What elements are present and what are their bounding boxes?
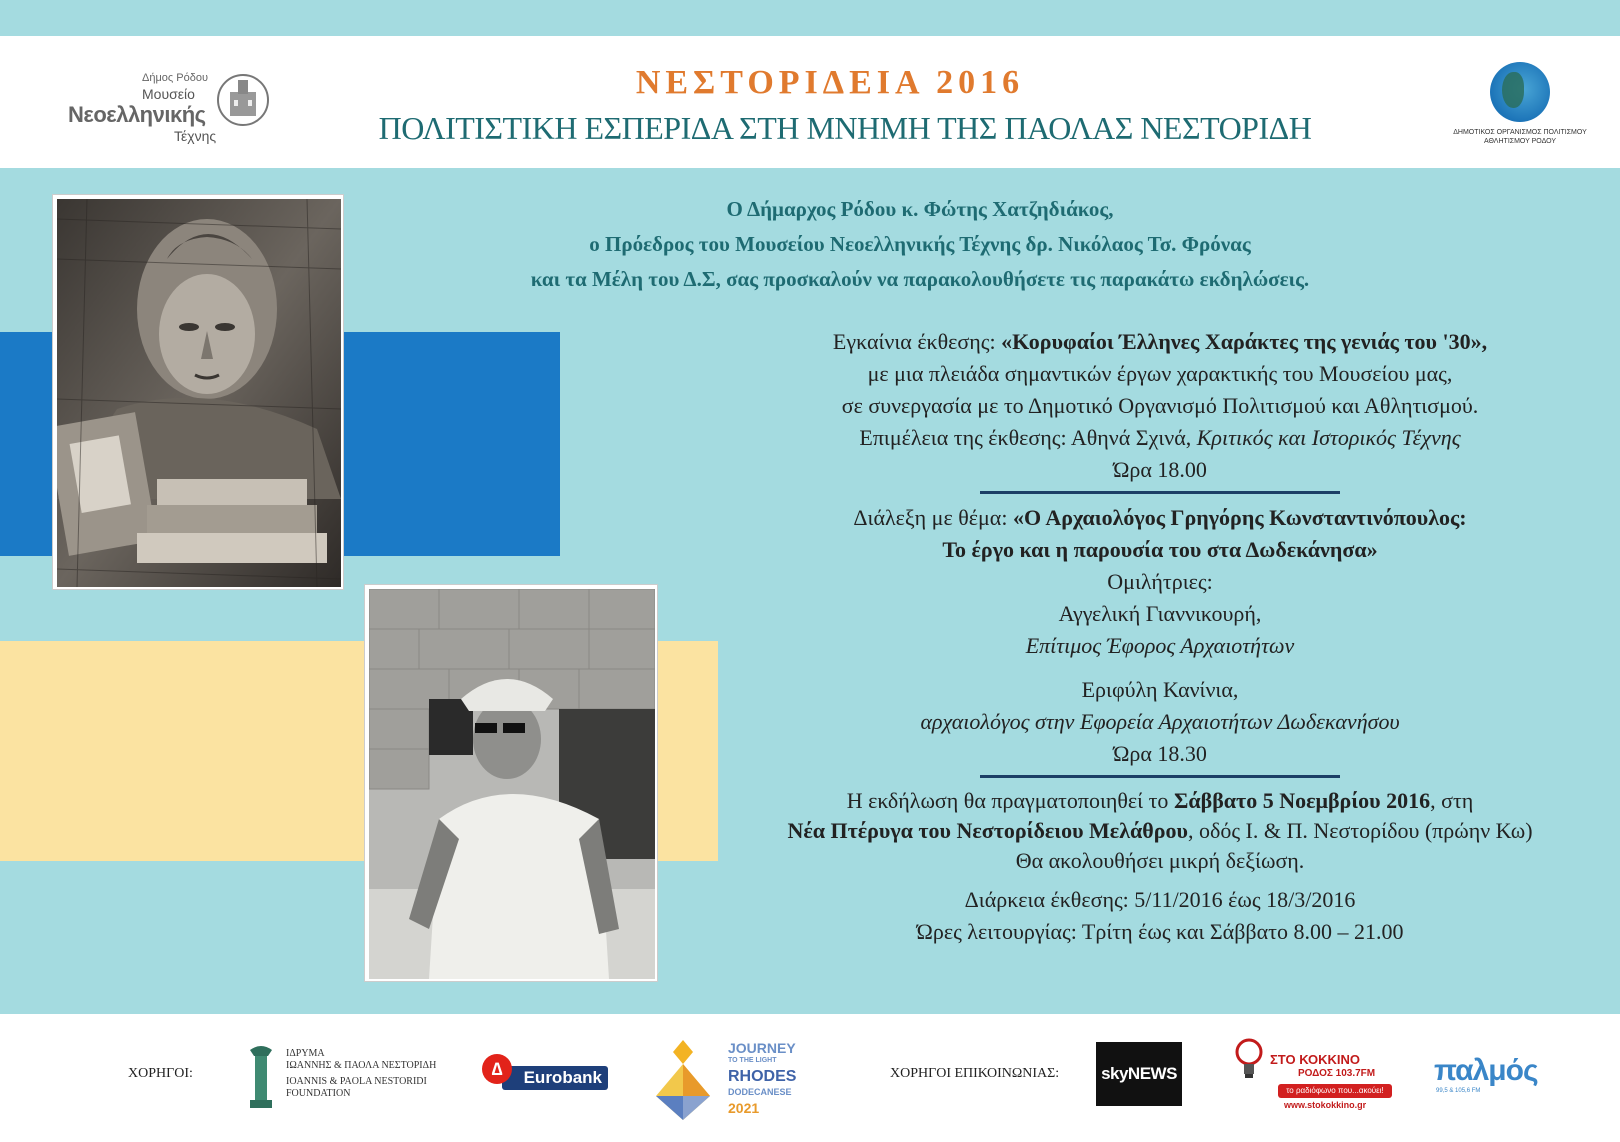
eurobank-symbol-icon: ∆ xyxy=(482,1054,512,1084)
organization-name xyxy=(1450,128,1590,146)
exhibition-time: Ώρα 18.00 xyxy=(1113,457,1207,482)
invitation-text xyxy=(360,192,1480,297)
exhibition-collaboration: σε συνεργασία με το Δημοτικό Οργανισμό Πολιτισμού και Αθλητισμού. xyxy=(841,393,1479,418)
lecture-title: «Ο Αρχαιολόγος Γρηγόρης Κωνσταντινόπουλος: xyxy=(1012,505,1467,530)
event-date: Σάββατο 5 Νοεμβρίου 2016 xyxy=(1173,788,1431,813)
exhibition-title: «Κορυφαίοι Έλληνες Χαράκτες της γενιάς του '30», xyxy=(1001,329,1488,354)
nestoridi-foundation-logo xyxy=(246,1044,446,1110)
organization-name-line: ΑΘΛΗΤΙΣΜΟΥ ΡΟΔΟΥ xyxy=(1483,138,1557,145)
prism-icon xyxy=(648,1040,718,1122)
sponsors-label: ΧΟΡΗΓΟΙ: xyxy=(128,1066,193,1081)
event-address: , οδός Ι. & Π. Νεστορίδου (πρώην Κω) xyxy=(1187,818,1533,843)
speaker-role xyxy=(720,630,1600,662)
event-date-line xyxy=(720,786,1600,816)
journey-logo-line: DODECANESE xyxy=(728,1087,792,1097)
journey-logo-line: 2021 xyxy=(728,1100,760,1116)
speakers-label: Ομιλήτριες: xyxy=(1107,569,1213,594)
exhibition-title-line xyxy=(720,326,1600,358)
speaker-name: Εριφύλη Κανίνια, xyxy=(1081,677,1239,702)
media-sponsors-label: ΧΟΡΗΓΟΙ ΕΠΙΚΟΙΝΩΝΙΑΣ: xyxy=(890,1066,1060,1081)
top-stripe xyxy=(0,0,1620,36)
lecture-title-line xyxy=(720,502,1600,534)
speaker-name: Αγγελική Γιαννικουρή, xyxy=(1058,601,1262,626)
foundation-logo-line: ΙΔΡΥΜΑ xyxy=(286,1048,325,1059)
speaker-role-text: αρχαιολόγος στην Εφορεία Αρχαιοτήτων Δωδεκανήσου xyxy=(920,709,1400,734)
lightbulb-icon xyxy=(1234,1038,1264,1080)
kokkino-slogan: το ραδιόφωνο που...ακούει! xyxy=(1278,1084,1392,1098)
museum-building-icon xyxy=(216,70,270,130)
journey-logo-line: JOURNEY xyxy=(728,1040,796,1056)
exhibition-curator-line xyxy=(720,422,1600,454)
kokkino-logo-line: ΡΟΔΟΣ 103.7FM xyxy=(1298,1068,1376,1079)
event-venue-line xyxy=(720,816,1600,846)
palmos-radio-logo xyxy=(1434,1054,1564,1100)
journey-logo-line: TO THE LIGHT xyxy=(728,1057,777,1064)
kokkino-logo-line: ΣΤΟ ΚΟΚΚΙΝΟ xyxy=(1270,1052,1361,1067)
kokkino-website: www.stokokkino.gr xyxy=(1284,1100,1367,1110)
archaeologist-portrait-image xyxy=(364,584,658,982)
skynews-logo xyxy=(1096,1042,1182,1106)
engraving-artwork-image xyxy=(52,194,344,590)
exhibition-label: Εγκαίνια έκθεσης: xyxy=(832,329,1002,354)
stokokkino-radio-logo xyxy=(1234,1036,1394,1116)
palmos-frequency: 99,5 & 105,6 FM xyxy=(1436,1088,1481,1094)
foundation-logo-line: FOUNDATION xyxy=(286,1088,351,1099)
museum-logo xyxy=(64,70,274,150)
speaker-role-text: Επίτιμος Έφορος Αρχαιοτήτων xyxy=(1025,633,1295,658)
skynews-name: skyNEWS xyxy=(1101,1064,1177,1083)
profile-head-icon xyxy=(1490,62,1550,122)
lecture-label: Διάλεξη με θέμα: xyxy=(853,505,1013,530)
municipal-organization-logo xyxy=(1450,60,1590,160)
museum-logo-line: Τέχνης xyxy=(174,128,217,144)
event-details xyxy=(720,326,1600,948)
museum-logo-line: Νεοελληνικής xyxy=(68,102,206,127)
curator-label: Επιμέλεια της έκθεσης: Αθηνά Σχινά, xyxy=(859,425,1197,450)
exhibition-description: με μια πλειάδα σημαντικών έργων χαρακτικής του Μουσείου μας, xyxy=(867,361,1453,386)
invitation-line: ο Πρόεδρος του Μουσείου Νεοελληνικής Τέχνης δρ. Νικόλαος Τσ. Φρόνας xyxy=(589,232,1251,256)
page-subtitle: ΠΟΛΙΤΙΣΤΙΚΗ ΕΣΠΕΡΙΔΑ ΣΤΗ ΜΝΗΜΗ ΤΗΣ ΠΑΟΛΑΣ ΝΕΣΤΟΡΙΔΗ xyxy=(378,110,1312,146)
journey-to-the-light-logo xyxy=(648,1040,808,1122)
reception-note: Θα ακολουθήσει μικρή δεξίωση. xyxy=(1015,848,1305,873)
page-title: ΝΕΣΤΟΡΙΔΕΙΑ 2016 xyxy=(635,64,1025,101)
section-divider xyxy=(980,491,1340,494)
eurobank-name: Eurobank xyxy=(502,1066,608,1090)
lecture-time: Ώρα 18.30 xyxy=(1113,741,1207,766)
invitation-line: Ο Δήμαρχος Ρόδου κ. Φώτης Χατζηδιάκος, xyxy=(726,197,1114,221)
column-icon xyxy=(246,1044,276,1108)
lecture-title-continued xyxy=(720,534,1600,566)
palmos-name: παλμός xyxy=(1434,1054,1538,1087)
event-date-suffix: , στη xyxy=(1430,788,1474,813)
event-venue: Νέα Πτέρυγα του Νεστορίδειου Μελάθρου xyxy=(787,818,1188,843)
museum-logo-line: Μουσείο xyxy=(142,86,195,102)
opening-hours: Ώρες λειτουργίας: Τρίτη έως και Σάββατο 8.00 – 21.00 xyxy=(916,919,1404,944)
invitation-line: και τα Μέλη του Δ.Σ, σας προσκαλούν να παρακολουθήσετε τις παρακάτω εκδηλώσεις. xyxy=(530,267,1310,291)
foundation-logo-line: ΙΩΑΝΝΗΣ & ΠΑΟΛΑ ΝΕΣΤΟΡΙΔΗ xyxy=(286,1060,437,1071)
journey-logo-line: RHODES xyxy=(728,1068,797,1085)
event-date-prefix: Η εκδήλωση θα πραγματοποιηθεί το xyxy=(846,788,1174,813)
museum-logo-line: Δήμος Ρόδου xyxy=(142,72,208,84)
organization-name-line: ΔΗΜΟΤΙΚΟΣ ΟΡΓΑΝΙΣΜΟΣ ΠΟΛΙΤΙΣΜΟΥ xyxy=(1453,129,1587,136)
foundation-logo-line: IOANNIS & PAOLA NESTORIDI xyxy=(286,1076,427,1087)
eurobank-logo xyxy=(482,1054,610,1090)
curator-role: Κριτικός και Ιστορικός Τέχνης xyxy=(1196,425,1461,450)
exhibition-duration: Διάρκεια έκθεσης: 5/11/2016 έως 18/3/2016 xyxy=(964,887,1356,912)
section-divider xyxy=(980,775,1340,778)
lecture-title-second-line: Το έργο και η παρουσία του στα Δωδεκάνησα» xyxy=(942,537,1378,562)
speaker-role xyxy=(720,706,1600,738)
